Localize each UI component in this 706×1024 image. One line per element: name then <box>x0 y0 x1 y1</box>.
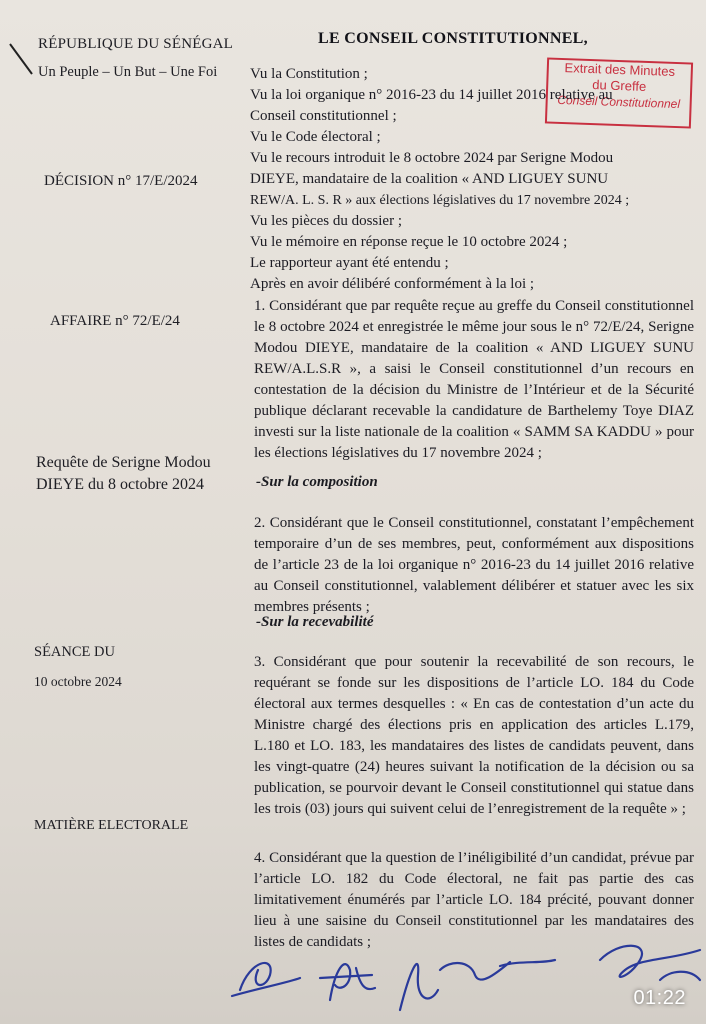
stamp-line-3: Conseil Constitutionnel <box>557 92 681 112</box>
national-motto: Un Peuple – Un But – Une Foi <box>38 64 218 80</box>
pen-mark-icon <box>6 40 36 80</box>
republic-header: RÉPUBLIQUE DU SÉNÉGAL <box>38 36 234 52</box>
council-title: LE CONSEIL CONSTITUTIONNEL, <box>318 30 588 47</box>
heading-recevabilite: -Sur la recevabilité <box>256 614 374 630</box>
matiere-label: MATIÈRE ELECTORALE <box>34 818 189 833</box>
visa-line: Le rapporteur ayant été entendu ; <box>250 255 449 271</box>
heading-composition: -Sur la composition <box>256 474 378 490</box>
paragraph-2: 2. Considérant que le Conseil constitutionnel, constatant l’empêchement temporaire d’un de ses membres, peut, conformément aux dispositions de l’article 23 de la loi organique n° 2016-23 du 14 juillet 2016 relative au Conseil constitutionnel, valablement délibérer et statuer avec les six membres présents ; <box>254 515 694 615</box>
visa-line: Vu le Code électoral ; <box>250 129 381 145</box>
visa-line: Vu le mémoire en réponse reçue le 10 octobre 2024 ; <box>250 234 568 250</box>
paragraph-3: 3. Considérant que pour soutenir la recevabilité de son recours, le requérant se fonde sur les dispositions de l’article LO. 184 du Code électoral aux termes desquelles : « En cas de contestation d’un acte du Ministre chargé des élections pris en application des articles L.179, L.180 et LO. 183, les mandataires des listes de candidats peuvent, dans les vingt-quatre (24) heures suivant la notification de la décision ou sa publication, se pourvoir devant le Conseil constitutionnel qui statue dans les trois (03) jours qui suivent celui de l’enregistrement de la requête » ; <box>254 654 694 817</box>
visa-line: Vu le recours introduit le 8 octobre 2024 par Serigne Modou <box>250 150 614 166</box>
seance-date: 10 octobre 2024 <box>34 674 122 689</box>
requete-label: Requête de Serigne Modou DIEYE du 8 octobre 2024 <box>36 454 211 493</box>
status-time: 01:22 <box>633 987 686 1009</box>
visa-line: DIEYE, mandataire de la coalition « AND LIGUEY SUNU <box>250 171 609 187</box>
paragraph-4: 4. Considérant que la question de l’inéligibilité d’un candidat, prévue par l’article LO. 182 du Code électoral, ne fait pas partie des cas limitativement énumérés par l’article LO. 184 précité, pouvant donner lieu à une saisine du Conseil constitutionnel par les mandataires des listes de candidats ; <box>254 850 694 950</box>
seance-label: SÉANCE DU <box>34 644 115 660</box>
visa-line: Vu la Constitution ; <box>250 66 368 82</box>
signatures-icon <box>0 930 706 1024</box>
visa-line: Après en avoir délibéré conformément à la loi ; <box>250 276 535 292</box>
affaire-number: AFFAIRE n° 72/E/24 <box>50 313 180 329</box>
visa-line: Conseil constitutionnel ; <box>250 108 397 124</box>
paragraph-1: 1. Considérant que par requête reçue au greffe du Conseil constitutionnel le 8 octobre 2024 et enregistrée le même jour sous le n° 72/E/24, Serigne Modou DIEYE, mandataire de la coalition « AND LIGUEY SUNU REW/A.L.S.R », a saisi le Conseil constitutionnel d’un recours en contestation de la décision du Ministre de l’Intérieur et de la Sécurité publique déclarant recevable la candidature de Barthelemy Toye DIAZ investi sur la liste nationale de la coalition « SAMM SA KADDU » pour les élections législatives du 17 novembre 2024 ; <box>254 298 694 461</box>
visa-line: REW/A. L. S. R » aux élections législatives du 17 novembre 2024 ; <box>250 193 630 208</box>
decision-number: DÉCISION n° 17/E/2024 <box>44 173 198 189</box>
stamp-line-1: Extrait des Minutes <box>564 60 676 79</box>
visas-block <box>250 64 690 295</box>
visa-line: Vu la loi organique n° 2016-23 du 14 juillet 2016 relative au <box>250 87 613 103</box>
visa-line: Vu les pièces du dossier ; <box>250 213 402 229</box>
stamp-line-2: du Greffe <box>592 77 647 94</box>
